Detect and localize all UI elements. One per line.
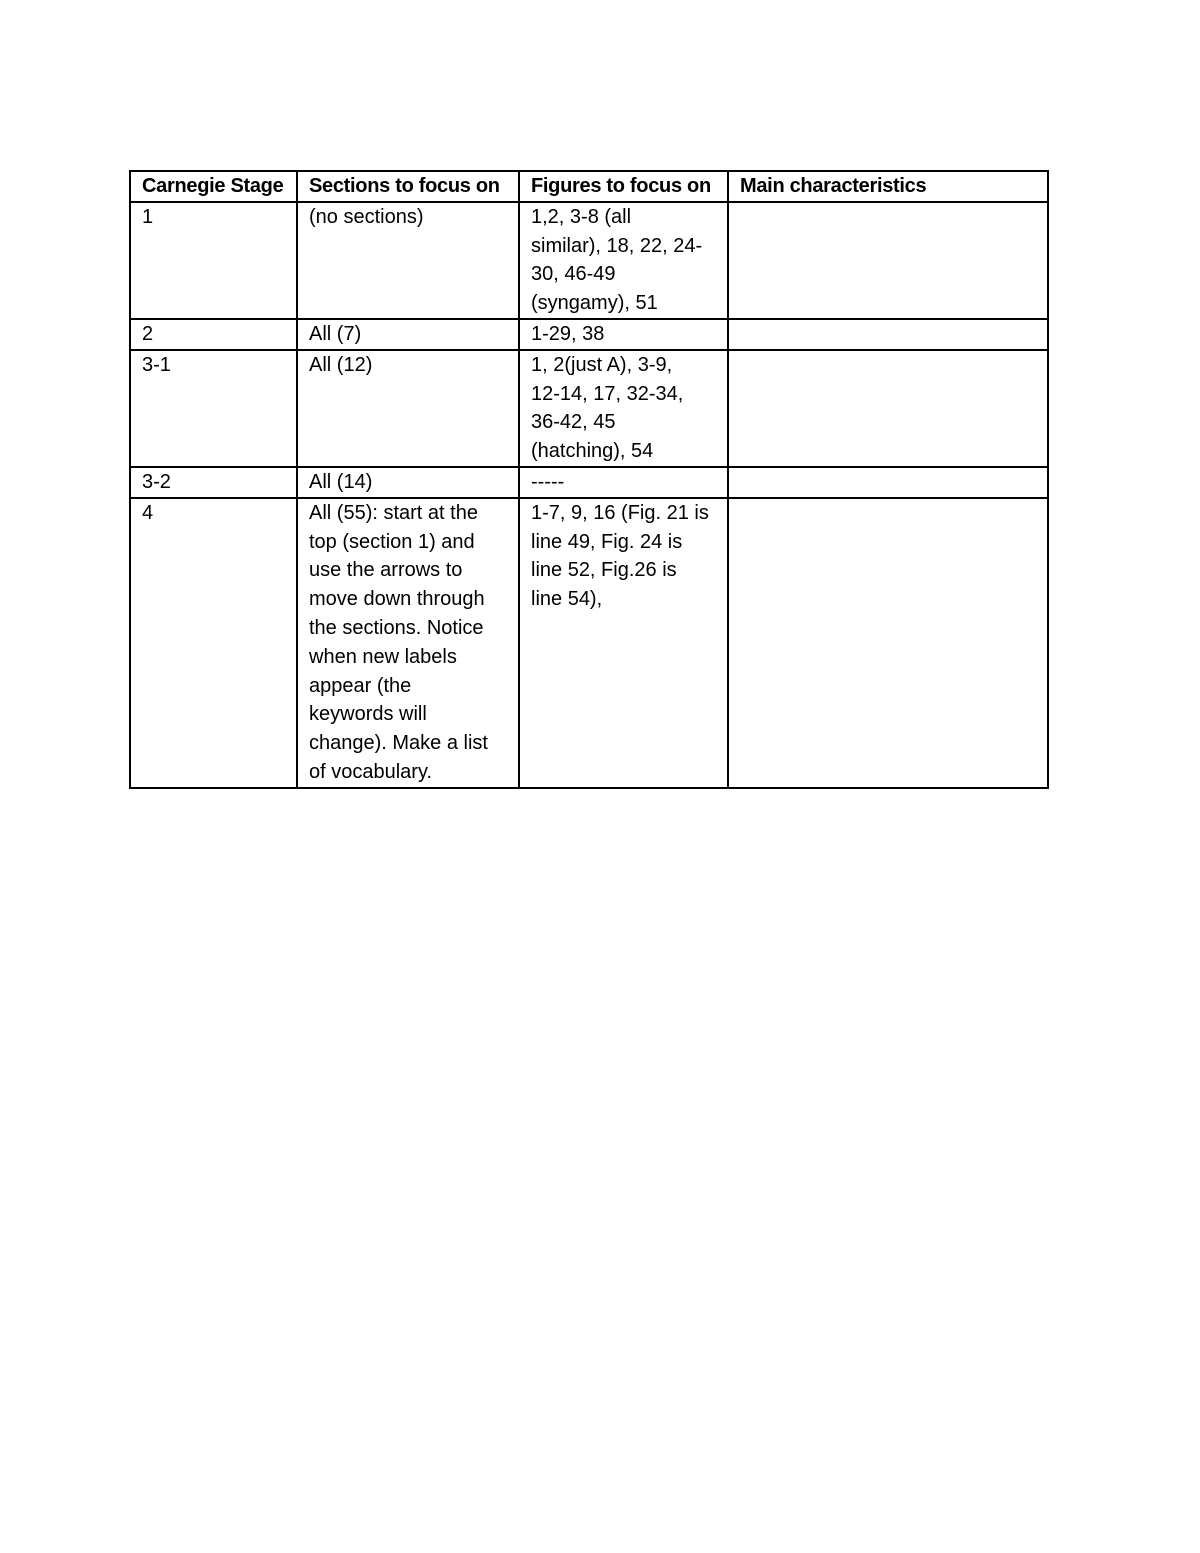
figures-cell — [519, 319, 728, 350]
sections-text: change). Make a list — [309, 732, 488, 755]
sections-text: All (7) — [309, 322, 362, 345]
table-row — [130, 498, 1048, 788]
sections-cell — [297, 202, 519, 319]
sections-text: (no sections) — [309, 205, 424, 228]
characteristics-cell — [728, 350, 1048, 467]
sections-text: All (55): start at the — [309, 501, 478, 524]
sections-text: the sections. Notice — [309, 616, 484, 639]
figures-text: line 49, Fig. 24 is — [531, 530, 683, 553]
table-row — [130, 319, 1048, 350]
sections-text: of vocabulary. — [309, 760, 433, 783]
sections-text: top (section 1) and — [309, 530, 475, 553]
table-row — [130, 202, 1048, 319]
figures-text: 36-42, 45 — [531, 411, 616, 434]
figures-cell — [519, 350, 728, 467]
figures-cell — [519, 202, 728, 319]
stage-value: 3-1 — [142, 353, 171, 376]
figures-text: 1,2, 3-8 (all — [531, 205, 632, 228]
table-row — [130, 467, 1048, 498]
table-row — [130, 350, 1048, 467]
sections-text: keywords will — [309, 703, 427, 726]
stage-cell — [130, 498, 297, 788]
figures-text: 1, 2(just A), 3-9, — [531, 353, 673, 376]
figures-text: 1-7, 9, 16 (Fig. 21 is — [531, 501, 709, 524]
figures-text: line 54), — [531, 588, 603, 611]
sections-cell — [297, 498, 519, 788]
sections-cell — [297, 319, 519, 350]
figures-text: (syngamy), 51 — [531, 292, 658, 315]
characteristics-cell — [728, 467, 1048, 498]
stage-value: 3-2 — [142, 470, 171, 493]
characteristics-cell — [728, 202, 1048, 319]
table-header-row — [130, 171, 1048, 202]
figures-text: (hatching), 54 — [531, 440, 654, 463]
figures-text: 1-29, 38 — [531, 322, 605, 345]
sections-text: use the arrows to — [309, 559, 463, 582]
header-carnegie-stage: Carnegie Stage — [130, 171, 297, 202]
stage-cell — [130, 319, 297, 350]
sections-text: All (12) — [309, 353, 373, 376]
sections-text: when new labels — [309, 645, 457, 668]
stage-value: 4 — [142, 501, 154, 524]
header-main-characteristics: Main characteristics — [728, 171, 1048, 202]
figures-text: similar), 18, 22, 24- — [531, 234, 703, 257]
sections-cell — [297, 350, 519, 467]
sections-cell — [297, 467, 519, 498]
figures-text: ----- — [531, 470, 565, 493]
sections-text: appear (the — [309, 674, 412, 697]
stage-cell — [130, 350, 297, 467]
figures-text: 30, 46-49 — [531, 263, 616, 286]
header-sections: Sections to focus on — [297, 171, 519, 202]
sections-text: All (14) — [309, 470, 373, 493]
header-figures: Figures to focus on — [519, 171, 728, 202]
figures-cell — [519, 467, 728, 498]
stage-cell — [130, 202, 297, 319]
carnegie-stage-table — [129, 170, 1049, 789]
figures-cell — [519, 498, 728, 788]
stage-value: 2 — [142, 322, 154, 345]
characteristics-cell — [728, 498, 1048, 788]
stage-value: 1 — [142, 205, 154, 228]
characteristics-cell — [728, 319, 1048, 350]
sections-text: move down through — [309, 588, 485, 611]
stage-cell — [130, 467, 297, 498]
figures-text: 12-14, 17, 32-34, — [531, 382, 684, 405]
figures-text: line 52, Fig.26 is — [531, 559, 677, 582]
